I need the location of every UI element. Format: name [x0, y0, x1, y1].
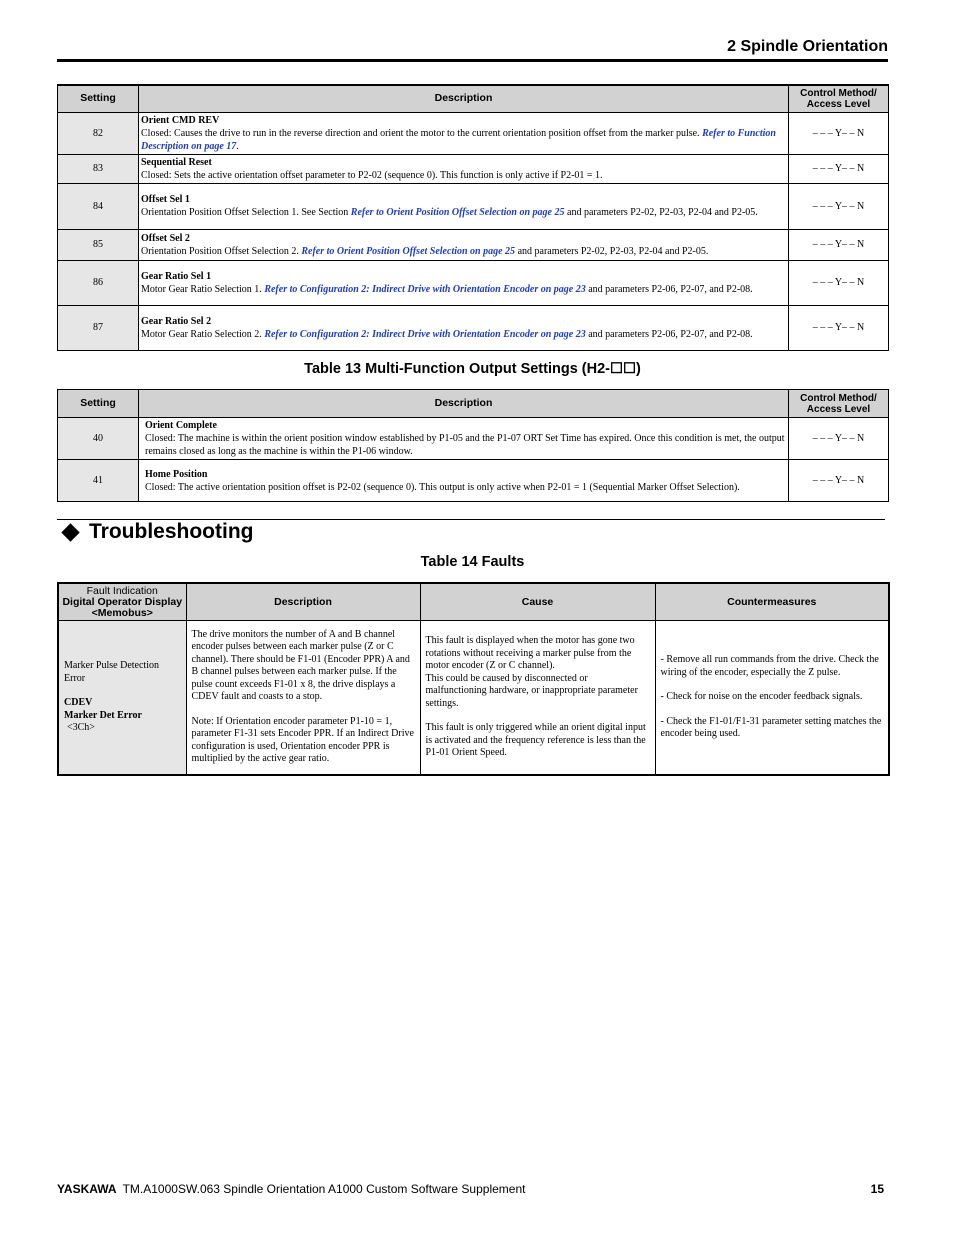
- table-header-row: [58, 85, 889, 112]
- table14-caption: Table 14 Faults: [420, 554, 525, 570]
- fault-countermeasures-cell: [655, 621, 889, 775]
- access-level: – – – Y– – N: [789, 460, 889, 502]
- setting-description: [139, 229, 789, 260]
- header-line: Digital Operator Display: [62, 595, 183, 608]
- description-note: Note: If Orientation encoder parameter P1-10 = 1, parameter F1-31 sets Encoder PPR. If an Indirect Drive configuration is used, Orientation encoder PPR is multiplied by the active gear ratio.: [191, 715, 414, 765]
- table-row: [58, 154, 889, 183]
- cause-paragraph: This fault is displayed when the motor has gone two rotations without receiving a marker pulse from the motor encoder (Z or C channel).: [425, 635, 635, 671]
- table-row: [58, 260, 889, 305]
- setting-value: 41: [58, 460, 139, 502]
- cross-reference: Refer to Orient Position Offset Selection on page 25: [350, 207, 565, 218]
- header-cause: Cause: [420, 583, 655, 621]
- setting-description: [139, 154, 789, 183]
- cause-paragraph: This could be caused by disconnected or malfunctioning hardware, or inappropriate parameter settings.: [425, 672, 638, 709]
- access-level: – – – Y– – N: [789, 154, 889, 183]
- table-row: [58, 621, 889, 775]
- cause-paragraph: This fault is only triggered while an orient digital input is activated and the frequency reference is less than the P1-01 Orient Speed.: [425, 722, 646, 758]
- table-row: [58, 183, 889, 229]
- spacer: [426, 710, 650, 722]
- setting-description: [139, 460, 789, 502]
- access-level: – – – Y– – N: [789, 229, 889, 260]
- faults-table: [57, 582, 890, 776]
- table13-caption: Table 13 Multi-Function Output Settings (H2-☐☐): [304, 361, 641, 377]
- access-level: – – – Y– – N: [789, 418, 889, 460]
- countermeasure-item: - Check for noise on the encoder feedback signals.: [660, 691, 863, 702]
- fault-description-cell: [186, 621, 420, 775]
- setting-value: 87: [58, 305, 139, 350]
- table-header-row: [58, 583, 889, 621]
- header-description: Description: [139, 390, 789, 418]
- description-text: Orientation Position Offset Selection 1. See Section: [141, 207, 351, 218]
- document-title: TM.A1000SW.063 Spindle Orientation A1000 Custom Software Supplement: [122, 1182, 526, 1196]
- header-description: Description: [139, 85, 789, 112]
- fault-display-name: Marker Det Error: [64, 709, 142, 721]
- table-row: [58, 229, 889, 260]
- access-level: – – – Y– – N: [789, 305, 889, 350]
- access-level: – – – Y– – N: [789, 183, 889, 229]
- spacer: [64, 685, 181, 697]
- description-text: and parameters P2-02, P2-03, P2-04 and P2-05.: [564, 207, 758, 218]
- page-footer: [57, 1182, 884, 1196]
- header-control-method: Control Method/ Access Level: [789, 85, 889, 112]
- header-rule: [57, 59, 888, 62]
- setting-description: [139, 260, 789, 305]
- function-name: Offset Sel 1: [141, 194, 190, 205]
- fault-indication-cell: [58, 621, 186, 775]
- section-header: 2 Spindle Orientation: [727, 38, 888, 55]
- fault-name: Marker Pulse Detection Error: [64, 660, 159, 684]
- table-row: [58, 112, 889, 154]
- table-row: [58, 418, 889, 460]
- table-header-row: [58, 390, 889, 418]
- brand-name: YASKAWA: [57, 1182, 117, 1196]
- function-name: Offset Sel 2: [141, 232, 190, 244]
- header-countermeasures: Countermeasures: [655, 583, 889, 621]
- description-paragraph: The drive monitors the number of A and B channel encoder pulses between each marker pulse (Z or C channel). There should be F1-01 (Encoder PPR) A and B channel pulses between each marker pulse. If the pulse count exceeds F1-01 x 8, the drive displays a CDEV fault and coasts to a stop.: [191, 628, 410, 703]
- setting-value: 82: [58, 112, 139, 154]
- function-name: Gear Ratio Sel 2: [141, 315, 212, 327]
- header-control-method: Control Method/ Access Level: [789, 390, 889, 418]
- setting-description: [139, 418, 789, 460]
- function-name: Orient CMD REV: [141, 114, 220, 126]
- description-text: and parameters P2-02, P2-03, P2-04 and P2-05.: [515, 245, 709, 257]
- header-fault-indication: [58, 583, 186, 621]
- header-setting: Setting: [58, 85, 139, 112]
- header-line: Fault Indication: [86, 584, 158, 597]
- fault-cause-cell: [420, 621, 655, 775]
- countermeasure-item: - Remove all run commands from the drive. Check the wiring of the encoder, especially the Z pulse.: [660, 654, 879, 678]
- access-level: – – – Y– – N: [789, 260, 889, 305]
- description-text: Orientation Position Offset Selection 2.: [141, 245, 302, 257]
- description-text: Closed: Causes the drive to run in the reverse direction and orient the motor to the current orientation position offset from the marker pulse.: [141, 127, 703, 139]
- access-level: – – – Y– – N: [789, 112, 889, 154]
- diamond-bullet-icon: [61, 523, 79, 541]
- description-text: and parameters P2-06, P2-07, and P2-08.: [585, 283, 753, 295]
- fault-display-code: CDEV: [64, 697, 93, 708]
- cross-reference: Refer to Configuration 2: Indirect Drive with Orientation Encoder on page 23: [264, 328, 586, 340]
- function-name: Home Position: [145, 468, 208, 480]
- description-text: .: [236, 140, 239, 152]
- function-name: Sequential Reset: [141, 156, 212, 168]
- heading-text: Troubleshooting: [89, 520, 254, 543]
- output-settings-table: [57, 389, 889, 502]
- setting-description: [139, 305, 789, 350]
- cross-reference: Refer to Function Description on page 17: [141, 127, 776, 152]
- input-settings-table: [57, 84, 889, 351]
- function-name: Orient Complete: [145, 420, 217, 431]
- description-text: Closed: The active orientation position offset is P2-02 (sequence 0). This output is only active when P2-01 = 1 (Sequential Marker Offset Selection).: [145, 481, 740, 493]
- setting-value: 84: [58, 183, 139, 229]
- function-name: Gear Ratio Sel 1: [141, 270, 212, 282]
- description-text: and parameters P2-06, P2-07, and P2-08.: [585, 328, 753, 340]
- spacer: [661, 679, 884, 691]
- setting-value: 40: [58, 418, 139, 460]
- cross-reference: Refer to Orient Position Offset Selection on page 25: [301, 245, 516, 257]
- description-text: Closed: Sets the active orientation offset parameter to P2-02 (sequence 0). This function is only active if P2-01 = 1.: [141, 169, 603, 181]
- header-line: <Memobus>: [91, 606, 153, 619]
- setting-description: [139, 112, 789, 154]
- description-text: Motor Gear Ratio Selection 2.: [141, 328, 265, 340]
- header-description: Description: [186, 583, 420, 621]
- header-setting: Setting: [58, 390, 139, 418]
- page-number: 15: [870, 1182, 884, 1196]
- table-row: [58, 305, 889, 350]
- setting-description: [139, 183, 789, 229]
- cross-reference: Refer to Configuration 2: Indirect Drive with Orientation Encoder on page 23: [264, 283, 586, 295]
- spacer: [661, 704, 884, 716]
- spacer: [192, 704, 415, 716]
- setting-value: 83: [58, 154, 139, 183]
- countermeasure-item: - Check the F1-01/F1-31 parameter setting matches the encoder being used.: [660, 715, 882, 739]
- troubleshooting-heading: [62, 520, 253, 544]
- memobus-code: <3Ch>: [67, 722, 95, 733]
- setting-value: 85: [58, 229, 139, 260]
- description-text: Motor Gear Ratio Selection 1.: [141, 283, 265, 295]
- table-row: [58, 460, 889, 502]
- setting-value: 86: [58, 260, 139, 305]
- description-text: Closed: The machine is within the orient position window established by P1-05 and the P1-07 ORT Set Time has expired. Once this condition is met, the output remains closed as long as the machine is within the P1-06 window.: [145, 433, 785, 457]
